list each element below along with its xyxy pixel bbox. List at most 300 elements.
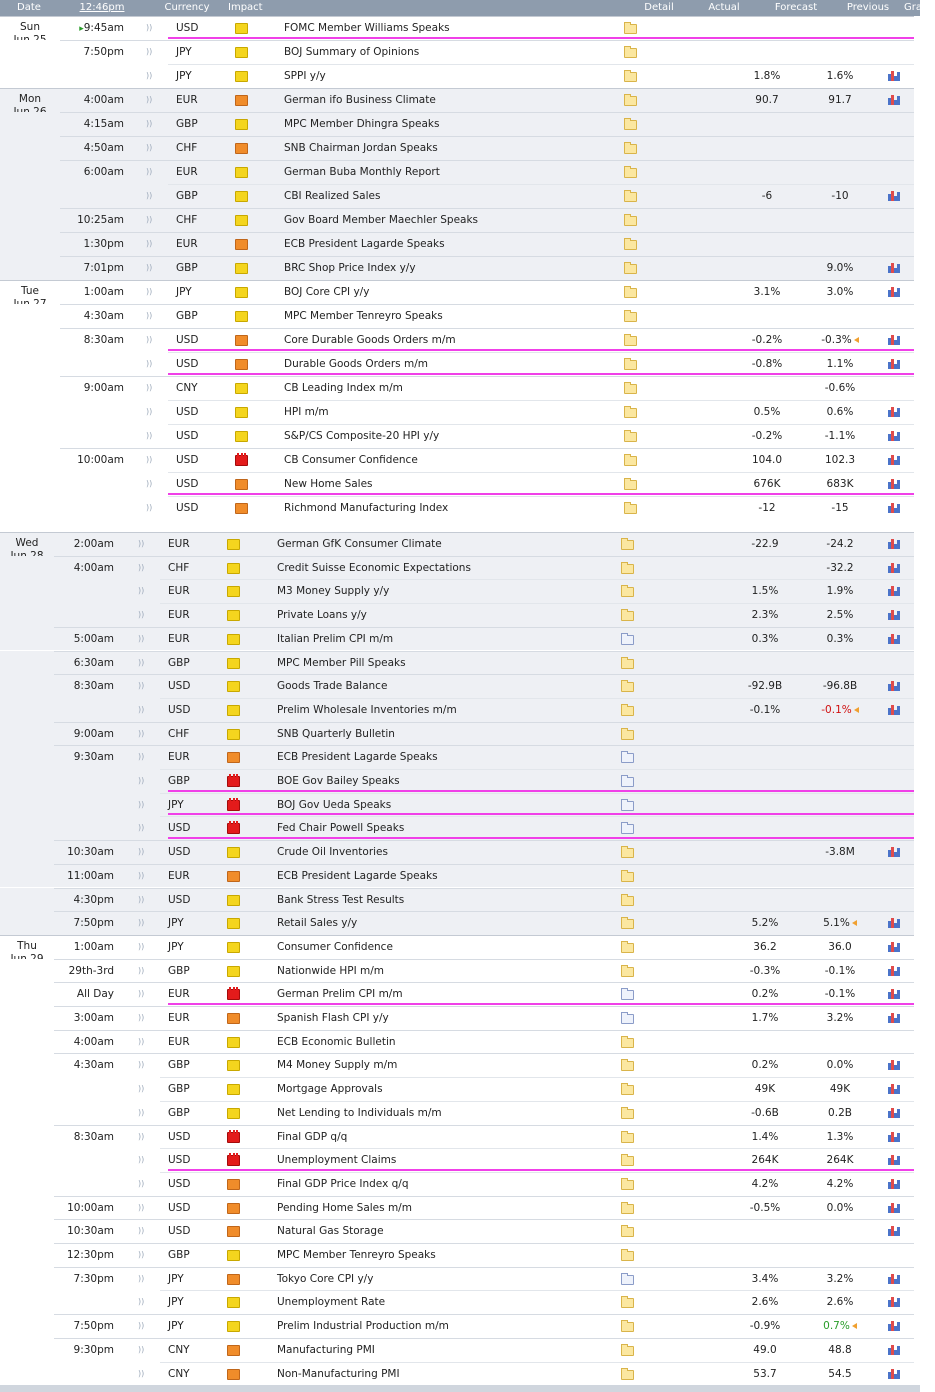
detail-folder-icon[interactable] [621,564,634,574]
forecast-value: 36.2 [753,940,777,953]
event-time [62,304,124,328]
alert-speaker-icon[interactable]: )) [138,799,145,809]
graph-chart-icon[interactable] [888,562,901,573]
event-currency: EUR [168,632,190,645]
alert-speaker-icon[interactable]: )) [146,191,153,200]
alert-speaker-icon[interactable]: )) [146,287,153,296]
graph-chart-icon[interactable] [888,94,901,105]
previous-value-text: 1.6% [826,70,854,82]
graph-chart-icon[interactable] [888,1131,901,1142]
previous-value-text: -0.1% [824,964,856,977]
detail-folder-icon[interactable] [621,967,634,977]
event-title[interactable]: Final GDP q/q [277,1130,348,1143]
event-title[interactable]: Non-Manufacturing PMI [277,1367,400,1380]
event-title[interactable]: Goods Trade Balance [277,680,388,693]
highlight-underline [168,837,914,839]
alert-speaker-icon[interactable]: )) [138,681,145,691]
event-title[interactable]: Nationwide HPI m/m [277,964,385,977]
previous-value-text: 1.1% [826,358,854,370]
event-title[interactable]: MPC Member Tenreyro Speaks [277,1249,436,1261]
event-title[interactable]: Prelim Industrial Production m/m [277,1320,449,1333]
graph-chart-icon[interactable] [888,846,901,857]
alert-speaker-icon[interactable]: )) [138,1344,145,1354]
event-time-text: 5:00am [73,632,114,645]
forecast-value: -0.2% [751,430,783,442]
event-title[interactable]: Final GDP Price Index q/q [277,1177,409,1190]
alert-speaker-icon[interactable]: )) [138,1013,145,1022]
previous-value-text: 0.6% [826,406,854,418]
previous-value-text: 0.7% [823,1320,850,1333]
event-title[interactable]: S&P/CS Composite-20 HPI y/y [284,430,440,442]
calendar-panel-1 [0,16,914,520]
detail-folder-icon[interactable] [624,504,637,514]
event-title[interactable]: MPC Member Dhingra Speaks [284,118,440,130]
alert-speaker-icon[interactable]: )) [146,143,153,152]
event-title[interactable]: Durable Goods Orders m/m [284,358,428,370]
graph-chart-icon[interactable] [888,704,901,715]
detail-folder-icon[interactable] [621,824,634,834]
detail-folder-icon[interactable] [624,216,637,226]
event-time-text: 4:30am [83,310,124,322]
event-currency: JPY [168,940,184,953]
event-row [0,1148,914,1172]
event-row [0,1101,914,1125]
alert-speaker-icon[interactable]: )) [146,119,153,128]
detail-folder-icon[interactable] [621,1109,634,1119]
alert-speaker-icon[interactable]: )) [146,407,153,416]
event-title[interactable]: Private Loans y/y [277,609,367,622]
alert-speaker-icon[interactable]: )) [138,1131,145,1141]
event-title[interactable]: Crude Oil Inventories [277,846,388,859]
graph-chart-icon[interactable] [888,1059,901,1070]
detail-folder-icon[interactable] [624,72,637,82]
event-title[interactable]: ECB President Lagarde Speaks [284,238,445,250]
event-title[interactable]: CB Leading Index m/m [284,382,403,394]
event-title[interactable]: Net Lending to Individuals m/m [277,1106,442,1119]
graph-chart-icon[interactable] [888,70,901,81]
event-title[interactable]: German Buba Monthly Report [284,166,440,178]
event-title[interactable]: BOJ Gov Ueda Speaks [277,798,392,811]
event-time [52,911,114,935]
detail-folder-icon[interactable] [621,1322,634,1332]
event-currency: EUR [168,869,190,882]
graph-chart-icon[interactable] [888,917,901,928]
detail-folder-icon[interactable] [621,1061,634,1071]
row-divider [160,816,914,817]
event-title[interactable]: BRC Shop Price Index y/y [284,262,416,274]
detail-folder-icon[interactable] [624,336,637,346]
impact-yellow-icon [227,729,240,740]
previous-value-text: 9.0% [826,262,854,274]
detail-folder-icon[interactable] [624,384,637,394]
detail-folder-icon[interactable] [624,408,637,418]
event-time-text: 6:30am [73,656,114,669]
alert-speaker-icon[interactable]: )) [138,776,145,785]
event-title[interactable]: HPI m/m [284,406,329,418]
event-time [52,1314,114,1338]
previous-value [808,112,872,136]
event-currency: USD [168,822,191,835]
impact-orange-icon [235,479,248,490]
alert-speaker-icon[interactable]: )) [138,704,145,714]
event-row [0,184,914,208]
graph-chart-icon[interactable] [888,1273,901,1284]
forecast-value: -6 [761,190,773,202]
detail-folder-icon[interactable] [621,730,634,740]
event-row [0,472,914,496]
event-title[interactable]: FOMC Member Williams Speaks [284,22,450,34]
graph-chart-icon[interactable] [888,334,901,345]
event-title[interactable]: Italian Prelim CPI m/m [277,632,394,645]
detail-folder-icon[interactable] [621,896,634,906]
detail-folder-icon[interactable] [621,753,634,763]
detail-folder-icon[interactable] [621,1156,634,1166]
alert-speaker-icon[interactable]: )) [138,870,145,880]
event-title[interactable]: Consumer Confidence [277,940,393,953]
event-row [0,1243,914,1267]
detail-folder-icon[interactable] [621,777,634,787]
event-time [52,864,114,888]
alert-speaker-icon[interactable]: )) [146,431,153,440]
detail-folder-icon[interactable] [624,288,637,298]
previous-value-text: -96.8B [822,680,858,693]
graph-chart-icon[interactable] [888,286,901,297]
forecast-value: 264K [751,1154,779,1167]
detail-folder-icon[interactable] [621,1227,634,1237]
event-title[interactable]: ECB President Lagarde Speaks [277,751,438,764]
alert-speaker-icon[interactable]: )) [138,847,145,857]
event-title[interactable]: Unemployment Claims [277,1154,397,1167]
event-time [52,1267,114,1291]
event-title[interactable]: Fed Chair Powell Speaks [277,822,405,835]
event-title[interactable]: CB Consumer Confidence [284,454,418,466]
graph-chart-icon[interactable] [888,965,901,976]
alert-speaker-icon[interactable]: )) [138,1321,145,1331]
alert-speaker-icon[interactable]: )) [146,383,153,392]
alert-speaker-icon[interactable]: )) [146,167,153,176]
event-row [0,1030,914,1054]
alert-speaker-icon[interactable]: )) [146,455,153,464]
event-title[interactable]: Core Durable Goods Orders m/m [284,334,456,346]
impact-yellow-icon [227,942,240,953]
event-title[interactable]: Mortgage Approvals [277,1083,383,1096]
forecast-value: 49K [754,1083,776,1096]
graph-chart-icon[interactable] [888,1320,901,1331]
graph-chart-icon[interactable] [888,478,901,489]
event-currency: USD [176,406,199,418]
detail-folder-icon[interactable] [621,1298,634,1308]
alert-speaker-icon[interactable]: )) [138,562,145,572]
detail-folder-icon[interactable] [621,990,634,1000]
alert-speaker-icon[interactable]: )) [138,752,145,762]
event-currency: GBP [168,1106,190,1119]
forecast-value: -0.5% [749,1201,781,1214]
alert-speaker-icon[interactable]: )) [138,894,145,904]
graph-chart-icon[interactable] [888,1368,901,1379]
event-title[interactable]: Prelim Wholesale Inventories m/m [277,703,457,716]
event-title[interactable]: Retail Sales y/y [277,917,358,930]
impact-yellow-icon [227,1297,240,1308]
alert-speaker-icon[interactable]: )) [146,95,153,104]
graph-chart-icon[interactable] [888,1107,901,1118]
event-time-text: 6:00am [83,166,124,178]
previous-value [808,1172,872,1196]
detail-folder-icon[interactable] [624,312,637,322]
alert-speaker-icon[interactable]: )) [138,1060,145,1070]
detail-folder-icon[interactable] [624,192,637,202]
alert-speaker-icon[interactable]: )) [146,215,153,224]
alert-speaker-icon[interactable]: )) [146,23,153,32]
graph-chart-icon[interactable] [888,680,901,691]
alert-speaker-icon[interactable]: )) [138,1178,145,1188]
alert-speaker-icon[interactable]: )) [138,1250,145,1259]
detail-folder-icon[interactable] [624,144,637,154]
alert-speaker-icon[interactable]: )) [138,657,145,667]
detail-folder-icon[interactable] [621,1346,634,1356]
detail-folder-icon[interactable] [624,24,637,34]
alert-speaker-icon[interactable]: )) [138,610,145,620]
forecast-value [737,232,797,256]
event-time-text: 2:00am [73,538,114,550]
alert-speaker-icon[interactable]: )) [146,503,153,512]
impact-yellow-icon [227,634,240,645]
graph-chart-icon[interactable] [888,454,901,465]
event-title[interactable]: Gov Board Member Maechler Speaks [284,214,479,226]
alert-speaker-icon[interactable]: )) [146,311,153,320]
detail-folder-icon[interactable] [621,587,634,597]
detail-folder-icon[interactable] [621,635,634,645]
previous-value-text: 2.6% [826,1296,854,1309]
highlight-underline [168,1003,914,1005]
alert-speaker-icon[interactable]: )) [146,239,153,248]
forecast-value: -92.9B [747,680,783,693]
graph-chart-icon[interactable] [888,1012,901,1023]
detail-folder-icon[interactable] [624,240,637,250]
event-time [52,745,114,769]
event-currency: GBP [168,1083,190,1096]
detail-folder-icon[interactable] [621,1275,634,1285]
detail-folder-icon[interactable] [621,1180,634,1190]
detail-folder-icon[interactable] [624,48,637,58]
event-row [0,840,914,864]
previous-value-text: -24.2 [826,538,854,550]
event-time [52,532,114,556]
detail-folder-icon[interactable] [624,360,637,370]
event-title[interactable]: BOJ Summary of Opinions [284,46,420,58]
alert-speaker-icon[interactable]: )) [138,1202,145,1212]
alert-speaker-icon[interactable]: )) [146,47,153,56]
detail-folder-icon[interactable] [621,682,634,692]
event-title[interactable]: Bank Stress Test Results [277,893,405,906]
graph-chart-icon[interactable] [888,406,901,417]
detail-folder-icon[interactable] [621,1133,634,1143]
detail-folder-icon[interactable] [624,432,637,442]
previous-value-text: 1.9% [826,585,854,598]
event-title[interactable]: ECB Economic Bulletin [277,1035,396,1048]
graph-chart-icon[interactable] [888,585,901,596]
detail-folder-icon[interactable] [621,611,634,621]
alert-speaker-icon[interactable]: )) [138,965,145,975]
alert-speaker-icon[interactable]: )) [138,728,145,738]
detail-folder-icon[interactable] [621,848,634,858]
graph-chart-icon[interactable] [888,1083,901,1094]
alert-speaker-icon[interactable]: )) [138,586,145,596]
event-time-text: 8:30am [73,680,114,693]
event-title[interactable]: Spanish Flash CPI y/y [277,1012,389,1024]
alert-speaker-icon[interactable]: )) [138,1155,145,1165]
forecast-value: -12 [758,502,776,514]
alert-speaker-icon[interactable]: )) [138,1226,145,1236]
event-title[interactable]: MPC Member Tenreyro Speaks [284,310,443,322]
graph-chart-icon[interactable] [888,1154,901,1165]
event-currency: EUR [168,988,190,1001]
event-title[interactable]: BOE Gov Bailey Speaks [277,775,400,787]
event-title[interactable]: Credit Suisse Economic Expectations [277,561,471,574]
alert-speaker-icon[interactable]: )) [146,71,153,80]
event-time-text: 8:30am [73,1130,114,1143]
impact-orange-icon [227,1013,240,1024]
graph-chart-icon[interactable] [888,358,901,369]
event-time [52,627,114,651]
event-title[interactable]: SNB Chairman Jordan Speaks [284,142,438,154]
alert-speaker-icon[interactable]: )) [146,359,153,368]
detail-folder-icon[interactable] [621,1085,634,1095]
event-title[interactable]: Richmond Manufacturing Index [284,502,449,514]
graph-chart-icon[interactable] [888,538,901,549]
alert-speaker-icon[interactable]: )) [146,263,153,272]
event-time [62,160,124,184]
event-title[interactable]: German ifo Business Climate [284,94,436,106]
impact-yellow-icon [235,407,248,418]
detail-folder-icon[interactable] [624,120,637,130]
detail-folder-icon[interactable] [621,1038,634,1048]
alert-speaker-icon[interactable]: )) [138,1368,145,1378]
event-title[interactable]: BOJ Core CPI y/y [284,286,370,298]
graph-chart-icon[interactable] [888,1225,901,1236]
detail-folder-icon[interactable] [621,706,634,716]
event-row [0,579,914,603]
forecast-value [737,256,797,280]
alert-speaker-icon[interactable]: )) [138,1107,145,1117]
detail-folder-icon[interactable] [621,1251,634,1261]
event-time [52,935,114,959]
event-title[interactable]: M3 Money Supply y/y [277,585,390,598]
event-title[interactable]: Unemployment Rate [277,1296,386,1309]
current-time-arrow: ▸ [79,24,84,34]
alert-speaker-icon[interactable]: )) [138,539,145,548]
impact-red-icon [227,989,240,1000]
graph-chart-icon[interactable] [888,1202,901,1213]
event-title[interactable]: Natural Gas Storage [277,1225,384,1238]
detail-folder-icon[interactable] [621,919,634,929]
graph-chart-icon[interactable] [888,1178,901,1189]
detail-folder-icon[interactable] [621,872,634,882]
detail-folder-icon[interactable] [621,659,634,669]
graph-chart-icon[interactable] [888,1344,901,1355]
graph-chart-icon[interactable] [888,988,901,999]
impact-orange-icon [227,1226,240,1237]
event-title[interactable]: German GfK Consumer Climate [277,538,442,550]
detail-folder-icon[interactable] [621,540,634,550]
graph-chart-icon[interactable] [888,430,901,441]
detail-folder-icon[interactable] [624,456,637,466]
event-currency: GBP [176,262,198,274]
graph-chart-icon[interactable] [888,262,901,273]
graph-chart-icon[interactable] [888,941,901,952]
event-time [62,280,124,304]
previous-value [808,256,872,280]
alert-speaker-icon[interactable]: )) [138,1297,145,1307]
event-time-text: 12:30pm [66,1249,114,1261]
previous-value [808,160,872,184]
header-current-time[interactable]: 12:46pm [79,2,125,13]
event-title[interactable]: ECB President Lagarde Speaks [277,869,438,882]
event-time-text: 9:45am [83,22,124,34]
event-title[interactable]: SNB Quarterly Bulletin [277,727,395,740]
detail-folder-icon[interactable] [624,96,637,106]
forecast-value: 49.0 [753,1343,777,1356]
alert-speaker-icon[interactable]: )) [138,1084,145,1094]
event-currency: USD [168,893,191,906]
event-title[interactable]: German Prelim CPI m/m [277,988,403,1001]
detail-folder-icon[interactable] [624,264,637,274]
detail-folder-icon[interactable] [621,1370,634,1380]
event-title[interactable]: Pending Home Sales m/m [277,1201,412,1214]
graph-chart-icon[interactable] [888,1296,901,1307]
graph-chart-icon[interactable] [888,609,901,620]
alert-speaker-icon[interactable]: )) [146,479,153,488]
event-title[interactable]: CBI Realized Sales [284,190,381,202]
detail-folder-icon[interactable] [624,480,637,490]
detail-folder-icon[interactable] [621,1204,634,1214]
forecast-value: 3.1% [753,286,781,298]
alert-speaker-icon[interactable]: )) [138,633,145,643]
previous-value [808,1362,872,1386]
impact-yellow-icon [227,658,240,669]
event-title[interactable]: M4 Money Supply m/m [277,1059,398,1072]
alert-speaker-icon[interactable]: )) [138,1036,145,1046]
alert-speaker-icon[interactable]: )) [138,823,145,833]
alert-speaker-icon[interactable]: )) [146,335,153,344]
event-time-text: 10:30am [67,1225,114,1238]
event-currency: USD [168,1201,191,1214]
alert-speaker-icon[interactable]: )) [138,941,145,951]
alert-speaker-icon[interactable]: )) [138,989,145,999]
alert-speaker-icon[interactable]: )) [138,918,145,928]
forecast-value [737,160,797,184]
graph-chart-icon[interactable] [888,502,901,513]
alert-speaker-icon[interactable]: )) [138,1273,145,1283]
detail-folder-icon[interactable] [621,943,634,953]
previous-value-text: 36.0 [828,940,852,953]
event-title[interactable]: Manufacturing PMI [277,1343,375,1356]
header-date: Date [17,2,41,13]
event-currency: EUR [168,538,190,550]
event-title[interactable]: SPPI y/y [284,70,326,82]
event-title[interactable]: MPC Member Pill Speaks [277,656,406,669]
detail-folder-icon[interactable] [621,801,634,811]
detail-folder-icon[interactable] [624,168,637,178]
event-title[interactable]: New Home Sales [284,478,373,490]
event-row [0,888,914,912]
impact-yellow-icon [227,681,240,692]
detail-folder-icon[interactable] [621,1014,634,1024]
previous-value [808,1030,872,1054]
event-title[interactable]: Tokyo Core CPI y/y [277,1272,374,1285]
graph-chart-icon[interactable] [888,633,901,644]
event-row [0,16,914,40]
graph-chart-icon[interactable] [888,190,901,201]
